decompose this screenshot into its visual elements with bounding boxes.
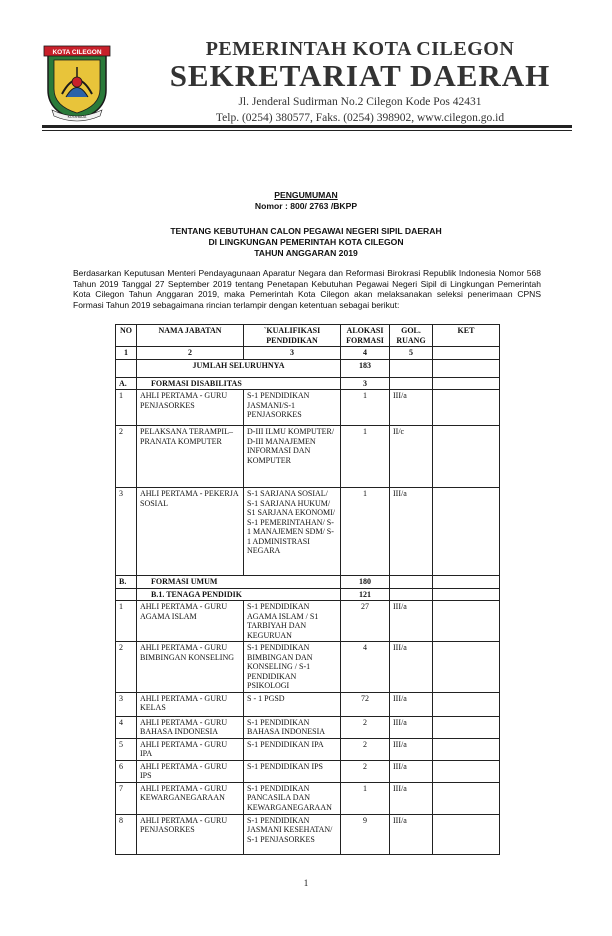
row-no: 2	[116, 642, 137, 693]
row-ket	[433, 716, 500, 738]
subsection-row	[116, 588, 500, 601]
row-alokasi: 1	[341, 426, 390, 488]
row-jabatan: AHLI PERTAMA - GURU KELAS	[137, 692, 244, 716]
row-jabatan: AHLI PERTAMA - GURU BAHASA INDONESIA	[137, 716, 244, 738]
letterhead-address: Jl. Jenderal Sudirman No.2 Cilegon Kode Pos 42431	[238, 96, 482, 108]
row-no: 3	[116, 488, 137, 576]
header-pendidikan: `KUALIFIKASI PENDIDIKAN	[244, 325, 341, 347]
empty-cell	[433, 576, 500, 589]
section-label: FORMASI DISABILITAS	[137, 377, 341, 390]
row-pendidikan: D-III ILMU KOMPUTER/ D-III MANAJEMEN INFORMASI DAN KOMPUTER	[244, 426, 341, 488]
row-jabatan: PELAKSANA TERAMPIL– PRANATA KOMPUTER	[137, 426, 244, 488]
empty-cell	[433, 377, 500, 390]
column-number-row	[116, 347, 500, 360]
row-ket	[433, 692, 500, 716]
row-alokasi: 2	[341, 760, 390, 782]
row-pendidikan: S-1 PENDIDIKAN JASMANI KESEHATAN/ S-1 PENJASORKES	[244, 814, 341, 854]
row-alokasi: 4	[341, 642, 390, 693]
row-alokasi: 2	[341, 716, 390, 738]
table-row	[116, 716, 500, 738]
announcement-subject-1: TENTANG KEBUTUHAN CALON PEGAWAI NEGERI SIPIL DAERAH	[170, 226, 442, 236]
empty-cell	[390, 588, 433, 601]
row-no: 3	[116, 692, 137, 716]
table-row	[116, 488, 500, 576]
section-value: 3	[341, 377, 390, 390]
announcement-paragraph: Berdasarkan Keputusan Menteri Pendayagunaan Aparatur Negara dan Reformasi Birokrasi Republik Indonesia Nomor 568 Tahun 2019 Tanggal 27 September 2019 tentang Penetapan Kebutuhan Pegawai Negeri Sipil di Lingkungan Pemerintah Kota Cilegon Tahun Anggaran 2019, maka Pemerintah Kota Cilegon akan melaksanakan seleksi penerimaan CPNS Formasi Tahun 2019 sebagaimana rincian terlampir dengan ketentuan sebagai berikut:	[73, 268, 541, 311]
row-ket	[433, 782, 500, 814]
header-gol: GOL. RUANG	[390, 325, 433, 347]
row-gol: III/a	[390, 601, 433, 642]
row-alokasi: 2	[341, 738, 390, 760]
col-number: 5	[390, 347, 433, 360]
row-jabatan: AHLI PERTAMA - GURU PENJASORKES	[137, 390, 244, 426]
row-jabatan: AHLI PERTAMA - GURU AGAMA ISLAM	[137, 601, 244, 642]
empty-cell	[433, 588, 500, 601]
table-header-row	[116, 325, 500, 347]
row-gol: III/a	[390, 390, 433, 426]
row-alokasi: 27	[341, 601, 390, 642]
letterhead-rule-thin	[42, 130, 572, 131]
letterhead-office: SEKRETARIAT DAERAH	[169, 58, 551, 93]
row-gol: III/a	[390, 738, 433, 760]
row-jabatan: AHLI PERTAMA - PEKERJA SOSIAL	[137, 488, 244, 576]
letterhead	[150, 38, 570, 126]
row-ket	[433, 738, 500, 760]
empty-cell	[390, 359, 433, 377]
header-no: NO	[116, 325, 137, 347]
row-pendidikan: S-1 SARJANA SOSIAL/ S-1 SARJANA HUKUM/ S1 SARJANA EKONOMI/ S-1 PEMERINTAHAN/ S-1 MANAJEMEN SDM/ S-1 ADMINISTRASI NEGARA	[244, 488, 341, 576]
total-label: JUMLAH SELURUHNYA	[137, 359, 341, 377]
row-ket	[433, 390, 500, 426]
row-alokasi: 9	[341, 814, 390, 854]
formation-table	[115, 324, 500, 855]
empty-cell	[116, 588, 137, 601]
table-row	[116, 738, 500, 760]
row-jabatan: AHLI PERTAMA - GURU KEWARGANEGARAAN	[137, 782, 244, 814]
table-row	[116, 760, 500, 782]
announcement-title: PENGUMUMAN	[274, 190, 338, 200]
table-row	[116, 692, 500, 716]
subsection-label: B.1. TENAGA PENDIDIK	[137, 588, 341, 601]
row-no: 4	[116, 716, 137, 738]
row-jabatan: AHLI PERTAMA - GURU IPA	[137, 738, 244, 760]
table-row	[116, 426, 500, 488]
svg-text:KOTA BAJA: KOTA BAJA	[67, 115, 87, 119]
table-row	[116, 782, 500, 814]
total-value: 183	[341, 359, 390, 377]
row-no: 8	[116, 814, 137, 854]
section-label: FORMASI UMUM	[137, 576, 341, 589]
svg-text:KOTA CILEGON: KOTA CILEGON	[52, 49, 102, 56]
row-gol: III/a	[390, 782, 433, 814]
row-no: 1	[116, 601, 137, 642]
row-pendidikan: S-1 PENDIDIKAN IPA	[244, 738, 341, 760]
row-pendidikan: S-1 PENDIDIKAN PANCASILA DAN KEWARGANEGARAAN	[244, 782, 341, 814]
row-pendidikan: S - 1 PGSD	[244, 692, 341, 716]
col-number: 1	[116, 347, 137, 360]
empty-cell	[116, 359, 137, 377]
section-code: A.	[116, 377, 137, 390]
row-ket	[433, 488, 500, 576]
section-row	[116, 576, 500, 589]
row-no: 6	[116, 760, 137, 782]
row-no: 1	[116, 390, 137, 426]
table-row	[116, 390, 500, 426]
total-row	[116, 359, 500, 377]
letterhead-contact: Telp. (0254) 380577, Faks. (0254) 398902, www.cilegon.go.id	[215, 112, 505, 124]
table-row	[116, 642, 500, 693]
announcement-number: Nomor : 800/ 2763 /BKPP	[254, 201, 358, 211]
row-gol: III/a	[390, 692, 433, 716]
row-gol: III/a	[390, 760, 433, 782]
header-ket: KET	[433, 325, 500, 347]
row-ket	[433, 601, 500, 642]
row-jabatan: AHLI PERTAMA - GURU IPS	[137, 760, 244, 782]
row-pendidikan: S-1 PENDIDIKAN AGAMA ISLAM / S1 TARBIYAH DAN KEGURUAN	[244, 601, 341, 642]
row-gol: III/a	[390, 642, 433, 693]
col-number: 3	[244, 347, 341, 360]
col-number: 2	[137, 347, 244, 360]
table-row	[116, 814, 500, 854]
row-alokasi: 1	[341, 488, 390, 576]
cilegon-city-emblem	[42, 42, 112, 122]
letterhead-rule-thick	[42, 125, 572, 128]
col-number: 4	[341, 347, 390, 360]
col-number-empty	[433, 347, 500, 360]
page-number: 1	[303, 878, 309, 888]
row-no: 2	[116, 426, 137, 488]
row-no: 5	[116, 738, 137, 760]
row-ket	[433, 760, 500, 782]
letterhead-government: PEMERINTAH KOTA CILEGON	[205, 38, 515, 60]
section-value: 180	[341, 576, 390, 589]
empty-cell	[390, 377, 433, 390]
announcement-subject-3: TAHUN ANGGARAN 2019	[254, 248, 358, 258]
row-jabatan: AHLI PERTAMA - GURU PENJASORKES	[137, 814, 244, 854]
empty-cell	[390, 576, 433, 589]
row-alokasi: 72	[341, 692, 390, 716]
row-pendidikan: S-1 PENDIDIKAN BAHASA INDONESIA	[244, 716, 341, 738]
row-pendidikan: S-1 PENDIDIKAN JASMANI/S-1 PENJASORKES	[244, 390, 341, 426]
row-alokasi: 1	[341, 782, 390, 814]
subsection-value: 121	[341, 588, 390, 601]
header-alokasi: ALOKASI FORMASI	[341, 325, 390, 347]
section-code: B.	[116, 576, 137, 589]
row-gol: III/a	[390, 488, 433, 576]
row-gol: III/a	[390, 716, 433, 738]
header-jabatan: NAMA JABATAN	[137, 325, 244, 347]
row-jabatan: AHLI PERTAMA - GURU BIMBINGAN KONSELING	[137, 642, 244, 693]
row-ket	[433, 814, 500, 854]
row-pendidikan: S-1 PENDIDIKAN BIMBINGAN DAN KONSELING / S-1 PENDIDIKAN PSIKOLOGI	[244, 642, 341, 693]
row-pendidikan: S-1 PENDIDIKAN IPS	[244, 760, 341, 782]
empty-cell	[433, 359, 500, 377]
row-gol: II/c	[390, 426, 433, 488]
table-row	[116, 601, 500, 642]
announcement-subject-2: DI LINGKUNGAN PEMERINTAH KOTA CILEGON	[208, 237, 404, 247]
row-alokasi: 1	[341, 390, 390, 426]
row-ket	[433, 426, 500, 488]
row-ket	[433, 642, 500, 693]
row-no: 7	[116, 782, 137, 814]
section-row	[116, 377, 500, 390]
row-gol: III/a	[390, 814, 433, 854]
